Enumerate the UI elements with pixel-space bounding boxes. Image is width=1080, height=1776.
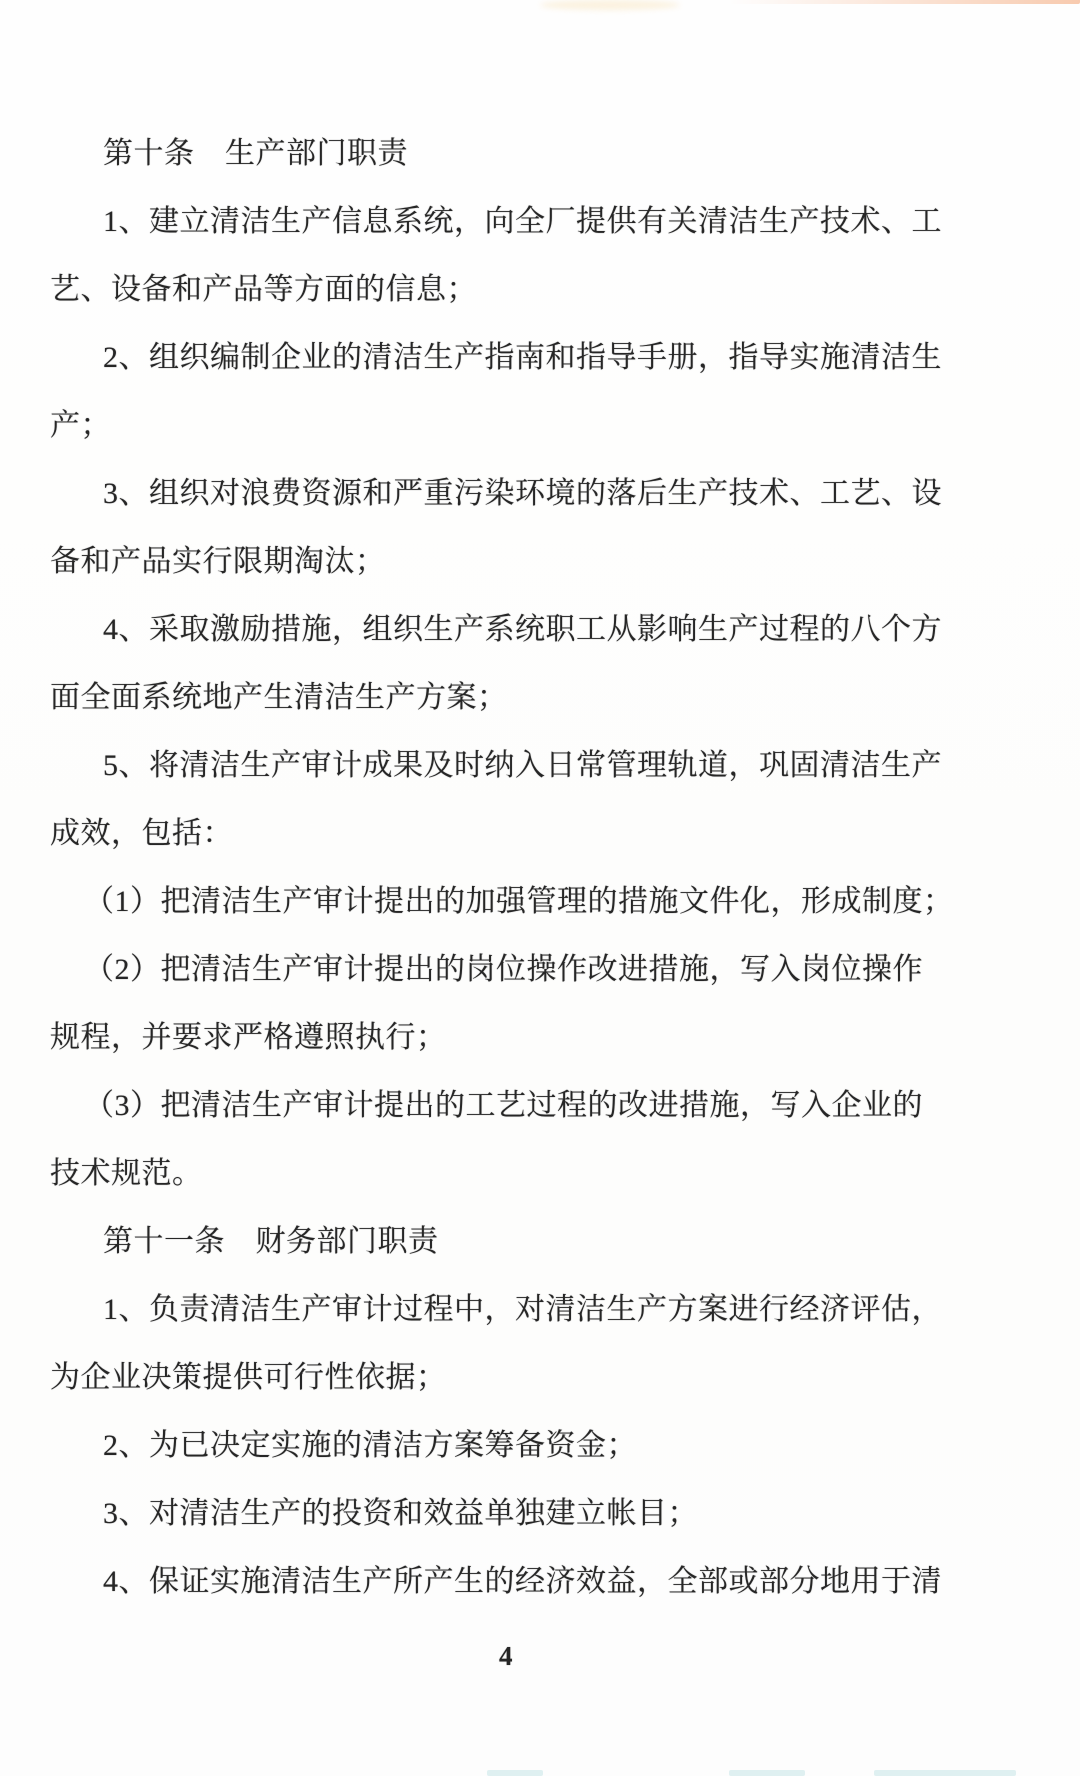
scan-artifact-bottom-3 bbox=[874, 1770, 1016, 1776]
text-line: 产； bbox=[50, 409, 111, 442]
document-body bbox=[0, 116, 1080, 1612]
scan-artifact-bottom-2 bbox=[729, 1770, 805, 1776]
text-line: 技术规范。 bbox=[50, 1157, 203, 1190]
text-line: （1）把清洁生产审计提出的加强管理的措施文件化，形成制度； bbox=[84, 885, 954, 918]
text-line: 面全面系统地产生清洁生产方案； bbox=[50, 681, 508, 714]
text-line: 第十条 生产部门职责 bbox=[103, 137, 408, 170]
text-line: 5、将清洁生产审计成果及时纳入日常管理轨道，巩固清洁生产 bbox=[103, 749, 942, 782]
text-line: 第十一条 财务部门职责 bbox=[103, 1225, 439, 1258]
scan-artifact-top-strip bbox=[728, 0, 1080, 4]
text-line: 成效，包括： bbox=[50, 817, 233, 850]
text-line: 艺、设备和产品等方面的信息； bbox=[50, 273, 477, 306]
page-number: 4 bbox=[499, 1641, 513, 1671]
text-line: （2）把清洁生产审计提出的岗位操作改进措施，写入岗位操作 bbox=[84, 953, 923, 986]
text-line: 1、建立清洁生产信息系统，向全厂提供有关清洁生产技术、工 bbox=[103, 205, 942, 238]
text-line: 4、保证实施清洁生产所产生的经济效益，全部或部分地用于清 bbox=[103, 1565, 942, 1598]
text-line: 4、采取激励措施，组织生产系统职工从影响生产过程的八个方 bbox=[103, 613, 942, 646]
text-line: 3、组织对浪费资源和严重污染环境的落后生产技术、工艺、设 bbox=[103, 477, 942, 510]
text-line: 规程，并要求严格遵照执行； bbox=[50, 1021, 447, 1054]
scan-artifact-bottom-1 bbox=[487, 1770, 543, 1776]
scan-artifact-top-smudge bbox=[540, 0, 680, 10]
text-line: 2、组织编制企业的清洁生产指南和指导手册，指导实施清洁生 bbox=[103, 341, 942, 374]
text-line: 3、对清洁生产的投资和效益单独建立帐目； bbox=[103, 1497, 698, 1530]
text-line: 1、负责清洁生产审计过程中，对清洁生产方案进行经济评估， bbox=[103, 1293, 942, 1326]
text-line: 为企业决策提供可行性依据； bbox=[50, 1361, 447, 1394]
text-line: 备和产品实行限期淘汰； bbox=[50, 545, 386, 578]
text-line: （3）把清洁生产审计提出的工艺过程的改进措施，写入企业的 bbox=[84, 1089, 923, 1122]
text-line: 2、为已决定实施的清洁方案筹备资金； bbox=[103, 1429, 637, 1462]
